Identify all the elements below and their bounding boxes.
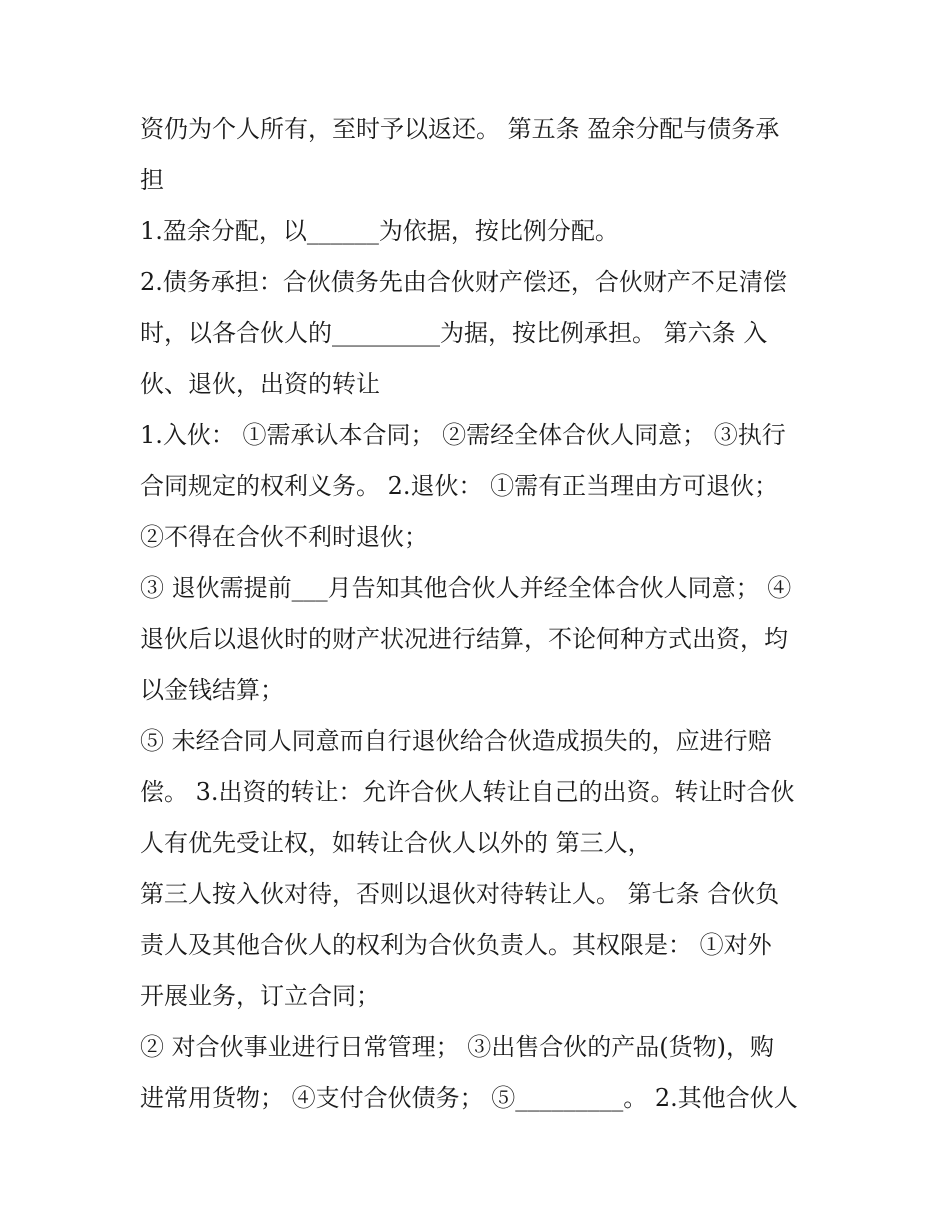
- text-line: 1.入伙： ①需承认本合同； ②需经全体合伙人同意； ③执行: [140, 421, 786, 449]
- text-line: 时，以各合伙人的_________为据，按比例承担。 第六条 入: [140, 319, 768, 347]
- text-line: 担: [140, 166, 164, 194]
- text-line: 资仍为个人所有，至时予以返还。 第五条 盈余分配与债务承: [140, 115, 780, 143]
- text-line: ③ 退伙需提前___月告知其他合伙人并经全体合伙人同意； ④: [140, 574, 792, 602]
- text-line: 2.债务承担：合伙债务先由合伙财产偿还，合伙财产不足清偿: [140, 268, 787, 296]
- text-line: ②不得在合伙不利时退伙；: [140, 523, 428, 551]
- text-line: 1.盈余分配，以______为依据，按比例分配。: [140, 217, 619, 245]
- text-line: 合同规定的权利义务。 2.退伙： ①需有正当理由方可退伙；: [140, 472, 779, 500]
- text-line: ⑤ 未经合同人同意而自行退伙给合伙造成损失的，应进行赔: [140, 727, 772, 755]
- text-line: 进常用货物； ④支付合伙债务； ⑤_________。 2.其他合伙人: [140, 1084, 798, 1112]
- text-line: 偿。 3.出资的转让：允许合伙人转让自己的出资。转让时合伙: [140, 778, 795, 806]
- text-line: 责人及其他合伙人的权利为合伙负责人。其权限是： ①对外: [140, 931, 772, 959]
- text-line: ② 对合伙事业进行日常管理； ③出售合伙的产品(货物)，购: [140, 1033, 774, 1061]
- text-line: 开展业务，订立合同；: [140, 982, 380, 1010]
- text-line: 第三人按入伙对待，否则以退伙对待转让人。 第七条 合伙负: [140, 880, 780, 908]
- text-line: 以金钱结算；: [140, 676, 284, 704]
- document-body: [140, 104, 820, 1124]
- text-line: 伙、退伙，出资的转让: [140, 370, 380, 398]
- text-line: 退伙后以退伙时的财产状况进行结算，不论何种方式出资，均: [140, 625, 788, 653]
- text-line: 人有优先受让权，如转让合伙人以外的 第三人，: [140, 829, 652, 857]
